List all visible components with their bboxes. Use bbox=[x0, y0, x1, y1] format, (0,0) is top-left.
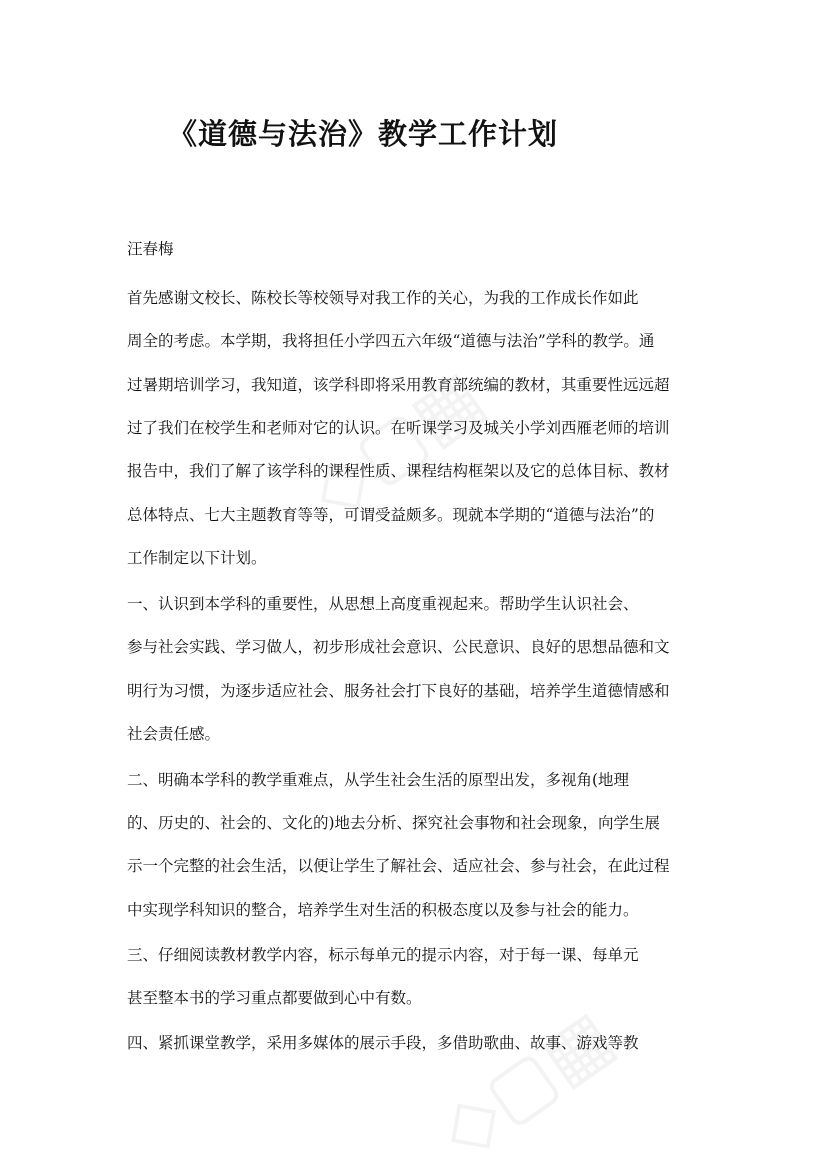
body-line: 二、明确本学科的教学重难点，从学生社会生活的原型出发，多视角(地理 bbox=[127, 771, 630, 789]
body-line: 中实现学科知识的整合，培养学生对生活的积极态度以及参与社会的能力。 bbox=[127, 901, 639, 919]
body-line: 四、紧抓课堂教学，采用多媒体的展示手段，多借助歌曲、故事、游戏等教 bbox=[127, 1034, 639, 1052]
body-line: 首先感谢文校长、陈校长等校领导对我工作的关心，为我的工作成长作如此 bbox=[127, 289, 639, 307]
body-line: 明行为习惯，为逐步适应社会、服务社会打下良好的基础，培养学生道德情感和 bbox=[127, 682, 670, 700]
body-line: 工作制定以下计划。 bbox=[127, 549, 267, 567]
body-line: 三、仔细阅读教材教学内容，标示每单元的提示内容，对于每一课、每单元 bbox=[127, 946, 639, 964]
body-line: 参与社会实践、学习做人，初步形成社会意识、公民意识、良好的思想品德和文 bbox=[127, 638, 670, 656]
body-line: 过暑期培训学习，我知道，该学科即将采用教育部统编的教材，其重要性远远超 bbox=[127, 376, 670, 394]
document-title: 《道德与法治》教学工作计划 bbox=[168, 117, 559, 151]
body-line: 总体特点、七大主题教育等等，可谓受益颇多。现就本学期的“道德与法治”的 bbox=[127, 506, 655, 524]
body-line: 社会责任感。 bbox=[127, 725, 221, 743]
author-name: 汪春梅 bbox=[127, 240, 174, 258]
body-line: 示一个完整的社会生活，以便让学生了解社会、适应社会、参与社会，在此过程 bbox=[127, 857, 670, 875]
body-line: 过了我们在校学生和老师对它的认识。在听课学习及城关小学刘西雁老师的培训 bbox=[127, 419, 670, 437]
body-line: 一、认识到本学科的重要性，从思想上高度重视起来。帮助学生认识社会、 bbox=[127, 595, 639, 613]
watermark-2 bbox=[423, 993, 628, 1172]
body-line: 甚至整本书的学习重点都要做到心中有数。 bbox=[127, 989, 422, 1007]
body-line: 周全的考虑。本学期，我将担任小学四五六年级“道德与法治”学科的教学。通 bbox=[127, 332, 655, 350]
body-line: 的、历史的、社会的、文化的)地去分析、探究社会事物和社会现象，向学生展 bbox=[127, 814, 661, 832]
body-line: 报告中，我们了解了该学科的课程性质、课程结构框架以及它的总体目标、教材 bbox=[127, 462, 670, 480]
